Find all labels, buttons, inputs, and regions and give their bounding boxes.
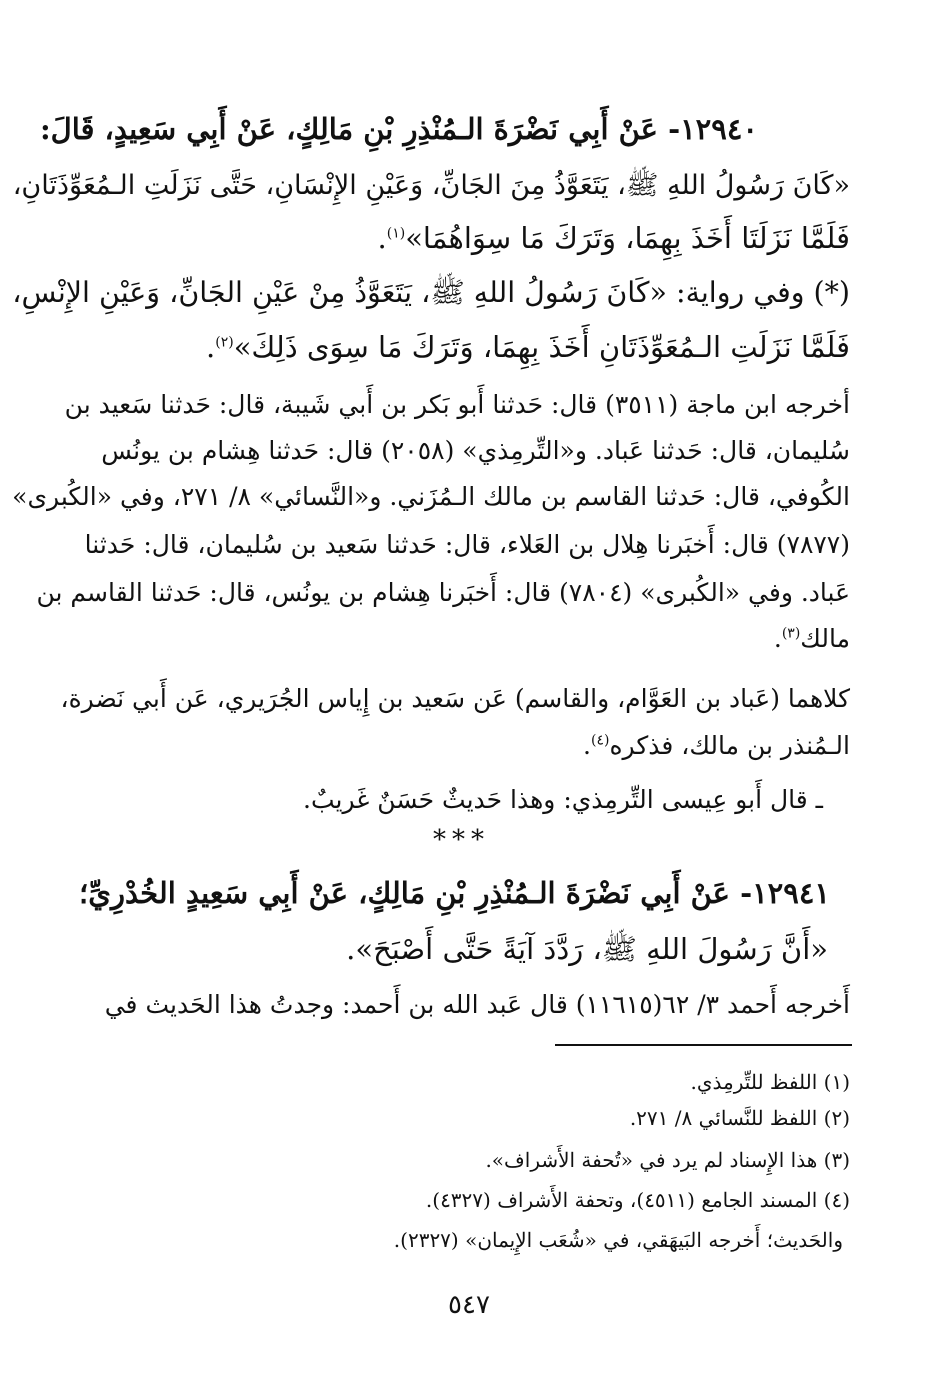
footnote: (١) اللفظ للتِّرمِذي.: [690, 1070, 850, 1094]
footnote: (٣) هذا الإِسناد لم يرد في «تُحفة الأَشراف».: [485, 1148, 850, 1172]
hadith-heading: ١٢٩٤٠- عَنْ أَبِي نَضْرَةَ الـمُنْذِرِ بْنِ مَالِكٍ، عَنْ أَبِي سَعِيدٍ، قَالَ:: [39, 112, 758, 146]
period: .: [583, 731, 591, 760]
isnad-text-segment: الـمُنذر بن مالك، فذكره: [609, 731, 850, 760]
period: .: [773, 624, 782, 653]
hadith-text: [378, 221, 851, 255]
page-number: ٥٤٧: [448, 1290, 490, 1320]
takhrij-line: (٧٨٧٧) قال: أَخبَرنا هِلال بن العَلاء، قال: حَدثنا سَعيد بن سُليمان، قال: حَدثنا: [84, 530, 850, 559]
footnote-ref: (٤): [590, 732, 610, 749]
takhrij-line: أخرجه ابن ماجة (٣٥١١) قال: حَدثنا أَبو بَكر بن أَبي شَيبة، قال: حَدثنا سَعيد بن: [64, 390, 850, 419]
tirmidhi-note: ـ قال أَبو عِيسى التِّرمِذي: وهذا حَديثٌ حَسَنٌ غَريبٌ.: [303, 785, 823, 814]
takhrij-line: الكُوفي، قال: حَدثنا القاسم بن مالك الـمُزَني. و«النَّسائي» ٨/ ٢٧١، وفي «الكُبرى»: [12, 482, 850, 511]
footnote: (٤) المسند الجامع (٤٥١١)، وتحفة الأَشراف (٤٣٢٧).: [425, 1188, 850, 1212]
period: .: [206, 330, 216, 364]
hadith-text-segment: فَلَمَّا نَزَلَتَا أَخَذَ بِهِمَا، وَتَرَكَ مَا سِوَاهُمَا»: [405, 221, 850, 255]
hadith-text: «أَنَّ رَسُولَ اللهِ ﷺ، رَدَّدَ آيَةً حَتَّى أَصْبَحَ».: [346, 932, 828, 966]
isnad-line: [583, 731, 850, 760]
hadith-text: «كَانَ رَسُولُ اللهِ ﷺ، يَتَعَوَّذُ مِنَ الجَانِّ، وَعَيْنِ الإِنْسَانِ، حَتَّى نَزَلَتِ الـمُعَوِّذَتَانِ،: [12, 170, 850, 201]
footnote: والحَديث؛ أَخرجه البَيهَقي، في «شُعَب الإِيمان» (٢٣٢٧).: [393, 1228, 843, 1252]
footnote-rule: [555, 1044, 852, 1046]
hadith-heading: ١٢٩٤١- عَنْ أَبِي نَضْرَةَ الـمُنْذِرِ بْنِ مَالِكٍ، عَنْ أَبِي سَعِيدٍ الخُدْرِيِّ؛: [79, 876, 830, 910]
footnote-ref: (٣): [781, 625, 801, 642]
takhrij-line: عَباد. وفي «الكُبرى» (٧٨٠٤) قال: أَخبَرنا هِشام بن يونُس، قال: حَدثنا القاسم بن: [36, 578, 850, 607]
takhrij-line: أَخرجه أَحمد ٣/ ٦٢(١١٦١٥) قال عَبد الله بن أَحمد: وجدتُ هذا الحَديث في: [104, 990, 850, 1019]
takhrij-line: [774, 624, 850, 653]
takhrij-text-segment: مالك: [800, 624, 850, 653]
riwaya-text: (*) وفي رواية: «كَانَ رَسُولُ اللهِ ﷺ، يَتَعَوَّذُ مِنْ عَيْنِ الجَانِّ، وَعَيْنِ الإِنْسِ،: [12, 276, 850, 309]
takhrij-line: سُليمان، قال: حَدثنا عَباد. و«التِّرمِذي» (٢٠٥٨) قال: حَدثنا هِشام بن يونُس: [101, 436, 850, 465]
footnote-ref: (١): [386, 225, 406, 242]
section-separator: ***: [433, 825, 490, 855]
footnote: (٢) اللفظ للنَّسائي ٨/ ٢٧١.: [629, 1106, 850, 1130]
riwaya-text-segment: فَلَمَّا نَزَلَتِ الـمُعَوِّذَتَانِ أَخَذَ بِهِمَا، وَتَرَكَ مَا سِوَى ذَلِكَ»: [233, 330, 850, 364]
riwaya-text: [206, 330, 850, 364]
period: .: [377, 221, 387, 255]
footnote-ref: (٢): [215, 334, 234, 351]
isnad-line: كلاهما (عَباد بن العَوَّام، والقاسم) عَن سَعيد بن إِياس الجُرَيري، عَن أَبي نَضرة،: [60, 684, 850, 713]
